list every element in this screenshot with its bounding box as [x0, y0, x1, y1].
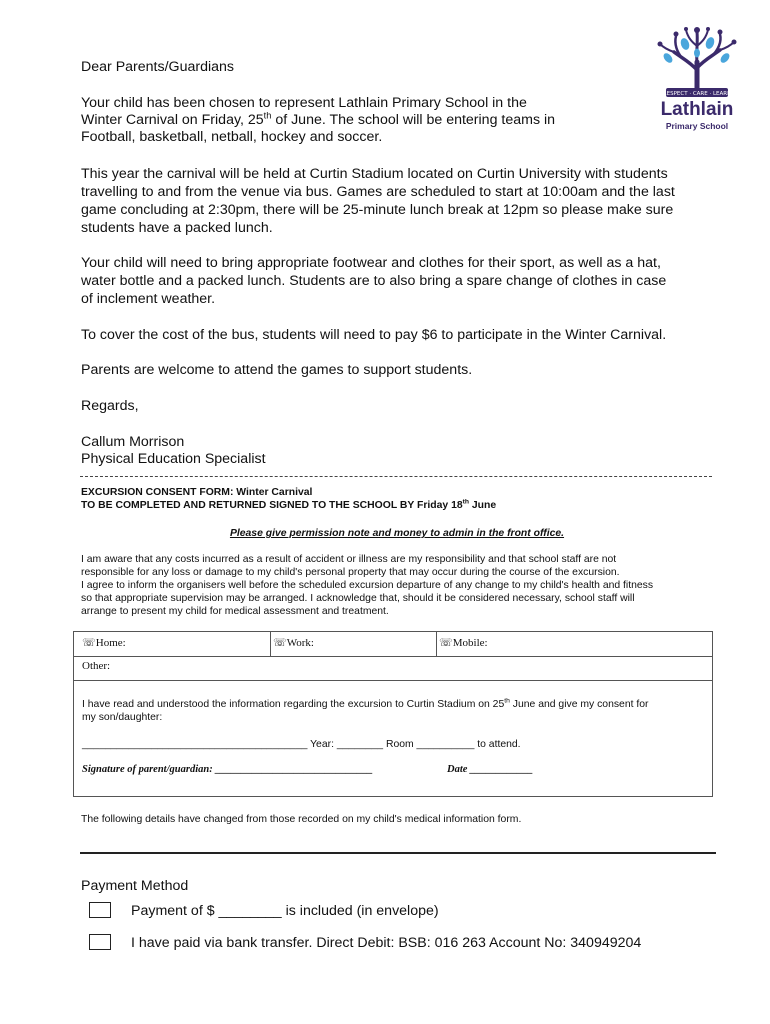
letter-p3-line1: Your child will need to bring appropriate footwear and clothes for their sport, as well as a hat, [81, 255, 661, 271]
letter-regards: Regards, [81, 398, 139, 414]
letter-p1-line3: Football, basketball, netball, hockey and soccer. [81, 129, 383, 145]
terms-line-5: arrange to present my child for medical assessment and treatment. [81, 606, 389, 617]
letter-p1-line2: Winter Carnival on Friday, 25th of June. The school will be entering teams in [81, 110, 556, 128]
child-details-line[interactable]: _______________________________________ Year: ________ Room __________ to attend. [82, 739, 521, 750]
divider [270, 632, 271, 657]
terms-line-4: so that appropriate supervision may be arranged. I acknowledge that, should it be considered necessary, school staff will [81, 593, 635, 604]
work-phone-field[interactable] [273, 636, 314, 649]
signature-title: Physical Education Specialist [81, 451, 266, 467]
logo-subtitle: Primary School [665, 121, 729, 131]
signature-name: Callum Morrison [81, 434, 185, 450]
divider [74, 680, 712, 681]
logo-name: Lathlain [660, 99, 734, 120]
phone-icon: ☏ [273, 637, 287, 649]
letter-p2-line1: This year the carnival will be held at Curtin Stadium located on Curtin University with students [81, 166, 668, 182]
consent-deadline: TO BE COMPLETED AND RETURNED SIGNED TO THE SCHOOL BY Friday 18th June [81, 498, 497, 511]
school-logo [652, 22, 742, 134]
letter-p1-line1: Your child has been chosen to represent Lathlain Primary School in the [81, 95, 527, 111]
letter-p3-line3: of inclement weather. [81, 291, 216, 307]
payment-envelope-label: Payment of $ ________ is included (in envelope) [131, 903, 439, 919]
letter-p4: To cover the cost of the bus, students will need to pay $6 to participate in the Winter Carnival. [81, 327, 667, 343]
bank-transfer-checkbox[interactable] [89, 934, 111, 950]
cut-line-divider [80, 476, 712, 477]
work-label: Work: [286, 637, 314, 649]
bank-transfer-label: I have paid via bank transfer. Direct Debit: BSB: 016 263 Account No: 340949204 [131, 935, 642, 951]
letter-p2-line3: game concluding at 2:30pm, there will be 25-minute lunch break at 12pm so please make sure [81, 202, 674, 218]
greeting: Dear Parents/Guardians [81, 59, 234, 75]
permission-note: Please give permission note and money to admin in the front office. [229, 528, 565, 539]
tree-logo-icon [652, 22, 742, 102]
mobile-phone-field[interactable] [439, 636, 488, 649]
letter-p5: Parents are welcome to attend the games to support students. [81, 362, 473, 378]
terms-line-2: responsible for any loss or damage to my child's personal property that may occur during the course of the excursion. [81, 567, 620, 578]
other-phone-field[interactable]: Other: [82, 660, 111, 672]
home-label: Home: [95, 637, 126, 649]
letter-p2-line4: students have a packed lunch. [81, 220, 273, 236]
divider [436, 632, 437, 657]
medical-note: The following details have changed from those recorded on my child's medical information form. [81, 814, 522, 825]
home-phone-field[interactable] [82, 636, 126, 649]
terms-line-3: I agree to inform the organisers well before the scheduled excursion departure of any change to my child's health and fitness [81, 580, 654, 591]
divider [74, 656, 712, 657]
logo-motto: RESPECT · CARE · LEARN [662, 91, 732, 97]
phone-icon: ☏ [439, 637, 453, 649]
section-divider [80, 852, 716, 854]
payment-envelope-checkbox[interactable] [89, 902, 111, 918]
letter-p2-line2: travelling to and from the venue via bus. Games are scheduled to start at 10:00am and the last [81, 184, 675, 200]
mobile-label: Mobile: [452, 637, 488, 649]
phone-icon: ☏ [82, 637, 96, 649]
consent-box [73, 631, 713, 797]
parent-signature-line[interactable]: Signature of parent/guardian: ______________________________ [82, 764, 373, 775]
letter-p3-line2: water bottle and a packed lunch. Students are to also bring a spare change of clothes in case [81, 273, 667, 289]
consent-statement-line2: my son/daughter: [82, 712, 163, 723]
terms-line-1: I am aware that any costs incurred as a result of accident or illness are my responsibility and that school staff are not [81, 554, 617, 565]
consent-form-title: EXCURSION CONSENT FORM: Winter Carnival [81, 487, 313, 498]
date-line[interactable]: Date ____________ [447, 764, 534, 775]
consent-statement-line1: I have read and understood the information regarding the excursion to Curtin Stadium on 25th June and give my consent for [82, 697, 649, 710]
payment-heading: Payment Method [81, 878, 189, 894]
